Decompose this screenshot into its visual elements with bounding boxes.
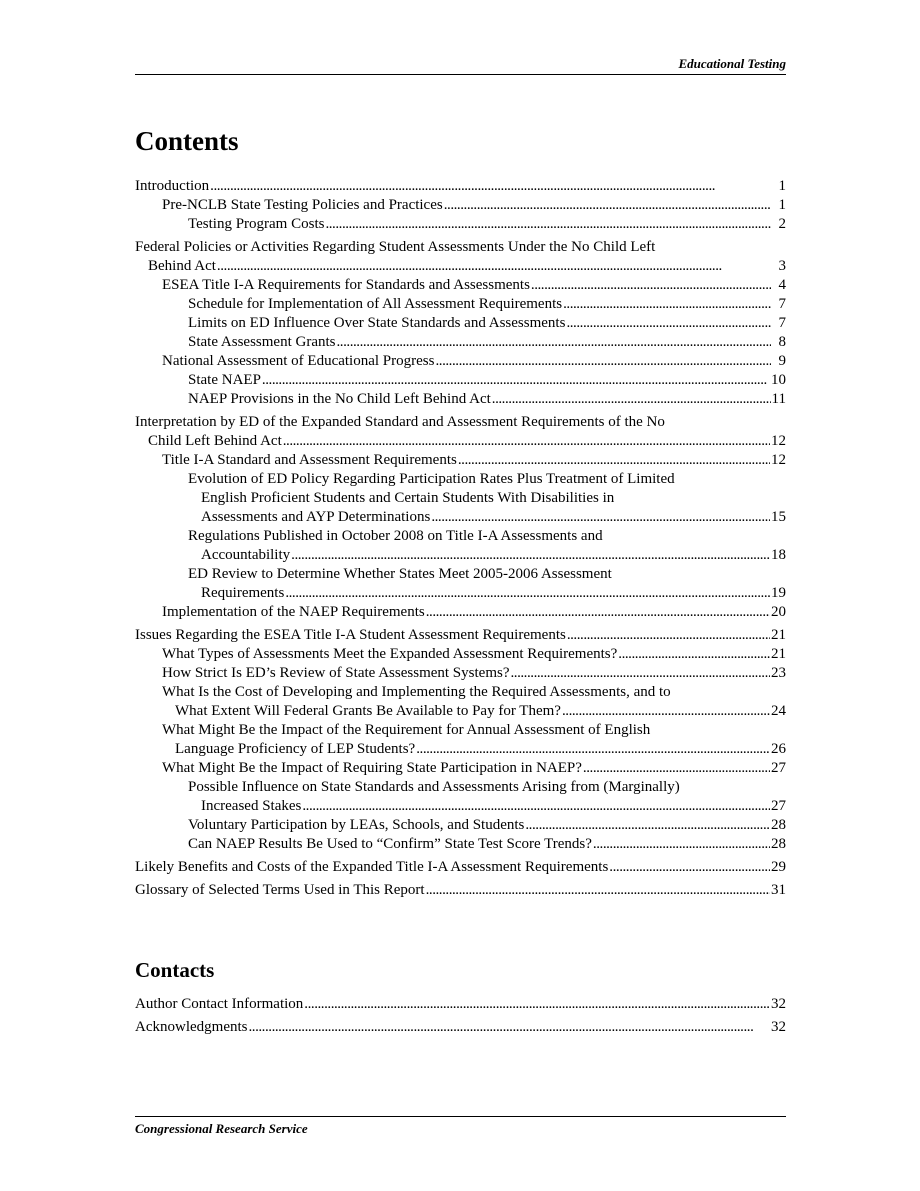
toc-entry[interactable] <box>135 835 786 854</box>
footer-text: Congressional Research Service <box>135 1121 308 1136</box>
dot-leader <box>618 645 770 664</box>
toc-page-number: 21 <box>771 646 786 662</box>
dot-leader <box>248 1018 770 1037</box>
dot-leader <box>566 314 771 333</box>
toc-entry-title: Assessments and AYP Determinations <box>201 509 431 525</box>
dot-leader <box>531 276 771 295</box>
toc-entry-title: Federal Policies or Activities Regarding Student Assessments Under the No Child Left <box>135 239 656 255</box>
toc-entry-title: ESEA Title I-A Requirements for Standards and Assessments <box>162 277 530 293</box>
toc-entry[interactable] <box>135 276 786 295</box>
toc-entry[interactable] <box>135 371 786 390</box>
toc-entry-title: Implementation of the NAEP Requirements <box>162 604 425 620</box>
toc-entry[interactable] <box>135 238 786 276</box>
toc-entry-title: Can NAEP Results Be Used to “Confirm” State Test Score Trends? <box>188 836 592 852</box>
toc-entry-title: Title I-A Standard and Assessment Requirements <box>162 452 457 468</box>
dot-leader <box>525 816 770 835</box>
page-footer <box>135 1116 786 1137</box>
toc-entry-title: Interpretation by ED of the Expanded Standard and Assessment Requirements of the No <box>135 414 665 430</box>
dot-leader <box>435 352 771 371</box>
toc-page-number: 7 <box>778 315 786 331</box>
dot-leader <box>291 546 770 565</box>
running-header-title: Educational Testing <box>678 56 786 71</box>
toc-page-number: 3 <box>778 258 786 274</box>
toc-page-number: 24 <box>771 703 786 719</box>
dot-leader <box>262 371 770 390</box>
toc-page-number: 27 <box>771 760 786 776</box>
dot-leader <box>426 881 770 900</box>
toc-entry[interactable] <box>135 683 786 721</box>
toc-entry[interactable] <box>135 1018 786 1037</box>
dot-leader <box>337 333 772 352</box>
toc-entry[interactable] <box>135 626 786 645</box>
toc-page-number: 11 <box>771 391 786 407</box>
toc-entry-title: Possible Influence on State Standards and Assessments Arising from (Marginally) <box>188 779 680 795</box>
dot-leader <box>416 740 770 759</box>
toc-entry-title: Evolution of ED Policy Regarding Participation Rates Plus Treatment of Limited <box>188 471 675 487</box>
page-title: Contents <box>135 126 239 156</box>
dot-leader <box>563 295 771 314</box>
toc-page-number: 15 <box>771 509 786 525</box>
toc-entry[interactable] <box>135 759 786 778</box>
toc-entry-title: Regulations Published in October 2008 on Title I-A Assessments and <box>188 528 603 544</box>
toc-entry-title: What Is the Cost of Developing and Implementing the Required Assessments, and to <box>162 684 671 700</box>
toc-page-number: 32 <box>771 996 786 1012</box>
table-of-contents <box>135 177 786 900</box>
toc-page-number: 2 <box>778 216 786 232</box>
dot-leader <box>217 257 771 276</box>
toc-entry-title: Behind Act <box>148 258 216 274</box>
toc-page-number: 23 <box>771 665 786 681</box>
toc-entry-title: What Extent Will Federal Grants Be Available to Pay for Them? <box>175 703 561 719</box>
toc-page-number: 19 <box>771 585 786 601</box>
running-header <box>135 56 786 75</box>
toc-entry-title: Accountability <box>201 547 291 563</box>
toc-page-number: 12 <box>771 452 786 468</box>
dot-leader <box>325 215 771 234</box>
toc-entry-title: State Assessment Grants <box>188 334 336 350</box>
toc-entry-title: Issues Regarding the ESEA Title I-A Student Assessment Requirements <box>135 627 566 643</box>
toc-entry-title: Testing Program Costs <box>188 216 325 232</box>
toc-page-number: 21 <box>771 627 786 643</box>
toc-page-number: 28 <box>771 817 786 833</box>
dot-leader <box>458 451 770 470</box>
toc-page-number: 32 <box>771 1019 786 1035</box>
toc-entry[interactable] <box>135 527 786 565</box>
toc-entry-title: Pre-NCLB State Testing Policies and Practices <box>162 197 443 213</box>
toc-entry-title: Limits on ED Influence Over State Standards and Assessments <box>188 315 566 331</box>
dot-leader <box>567 626 770 645</box>
toc-entry[interactable] <box>135 413 786 451</box>
toc-page-number: 18 <box>771 547 786 563</box>
toc-entry-title: Schedule for Implementation of All Assessment Requirements <box>188 296 563 312</box>
toc-entry-title: Author Contact Information <box>135 996 304 1012</box>
toc-entry[interactable] <box>135 565 786 603</box>
toc-page-number: 1 <box>778 178 786 194</box>
toc-page-number: 31 <box>771 882 786 898</box>
toc-entry[interactable] <box>135 721 786 759</box>
toc-entry[interactable] <box>135 451 786 470</box>
dot-leader <box>562 702 770 721</box>
toc-entry-title: State NAEP <box>188 372 261 388</box>
dot-leader <box>285 584 770 603</box>
toc-entry[interactable] <box>135 995 786 1014</box>
toc-entry-title: What Types of Assessments Meet the Expanded Assessment Requirements? <box>162 646 618 662</box>
toc-entry[interactable] <box>135 881 786 900</box>
toc-page-number: 7 <box>778 296 786 312</box>
dot-leader <box>593 835 770 854</box>
dot-leader <box>583 759 770 778</box>
toc-entry[interactable] <box>135 664 786 683</box>
toc-entry[interactable] <box>135 177 786 196</box>
toc-entry[interactable] <box>135 816 786 835</box>
toc-entry-title: Introduction <box>135 178 210 194</box>
toc-entry-title: How Strict Is ED’s Review of State Assessment Systems? <box>162 665 510 681</box>
toc-entry[interactable] <box>135 352 786 371</box>
toc-entry-title: Acknowledgments <box>135 1019 248 1035</box>
toc-entry[interactable] <box>135 333 786 352</box>
dot-leader <box>426 603 770 622</box>
toc-entry-title: National Assessment of Educational Progress <box>162 353 435 369</box>
toc-entry-title: English Proficient Students and Certain Students With Disabilities in <box>201 490 615 506</box>
toc-page-number: 8 <box>778 334 786 350</box>
toc-entry-title: Language Proficiency of LEP Students? <box>175 741 416 757</box>
toc-page-number: 1 <box>778 197 786 213</box>
toc-page-number: 12 <box>771 433 786 449</box>
toc-entry-title: NAEP Provisions in the No Child Left Behind Act <box>188 391 491 407</box>
toc-entry[interactable] <box>135 858 786 877</box>
toc-entry[interactable] <box>135 314 786 333</box>
dot-leader <box>283 432 770 451</box>
toc-page-number: 26 <box>771 741 786 757</box>
toc-entry-title: Child Left Behind Act <box>148 433 282 449</box>
dot-leader <box>444 196 771 215</box>
toc-entry-title: Likely Benefits and Costs of the Expanded Title I-A Assessment Requirements <box>135 859 609 875</box>
toc-page-number: 4 <box>778 277 786 293</box>
toc-entry-title: Increased Stakes <box>201 798 302 814</box>
contacts-heading: Contacts <box>135 958 215 982</box>
contacts-list <box>135 995 786 1037</box>
toc-page-number: 10 <box>771 372 786 388</box>
toc-entry-title: ED Review to Determine Whether States Meet 2005-2006 Assessment <box>188 566 612 582</box>
dot-leader <box>510 664 770 683</box>
toc-page-number: 27 <box>771 798 786 814</box>
toc-entry[interactable] <box>135 295 786 314</box>
toc-page-number: 29 <box>771 859 786 875</box>
dot-leader <box>609 858 770 877</box>
toc-entry[interactable] <box>135 645 786 664</box>
toc-entry-title: Glossary of Selected Terms Used in This Report <box>135 882 425 898</box>
toc-entry-title: Voluntary Participation by LEAs, Schools, and Students <box>188 817 525 833</box>
toc-entry[interactable] <box>135 470 786 527</box>
dot-leader <box>304 995 770 1014</box>
toc-entry[interactable] <box>135 603 786 622</box>
dot-leader <box>492 390 771 409</box>
toc-entry-title: Requirements <box>201 585 285 601</box>
dot-leader <box>302 797 770 816</box>
toc-page-number: 20 <box>771 604 786 620</box>
dot-leader <box>210 177 771 196</box>
dot-leader <box>431 508 770 527</box>
toc-entry[interactable] <box>135 215 786 234</box>
toc-entry[interactable] <box>135 196 786 215</box>
toc-entry-title: What Might Be the Impact of the Requirement for Annual Assessment of English <box>162 722 651 738</box>
toc-page-number: 9 <box>778 353 786 369</box>
toc-page-number: 28 <box>771 836 786 852</box>
toc-entry-title: What Might Be the Impact of Requiring State Participation in NAEP? <box>162 760 582 776</box>
toc-entry[interactable] <box>135 778 786 816</box>
toc-entry[interactable] <box>135 390 786 409</box>
